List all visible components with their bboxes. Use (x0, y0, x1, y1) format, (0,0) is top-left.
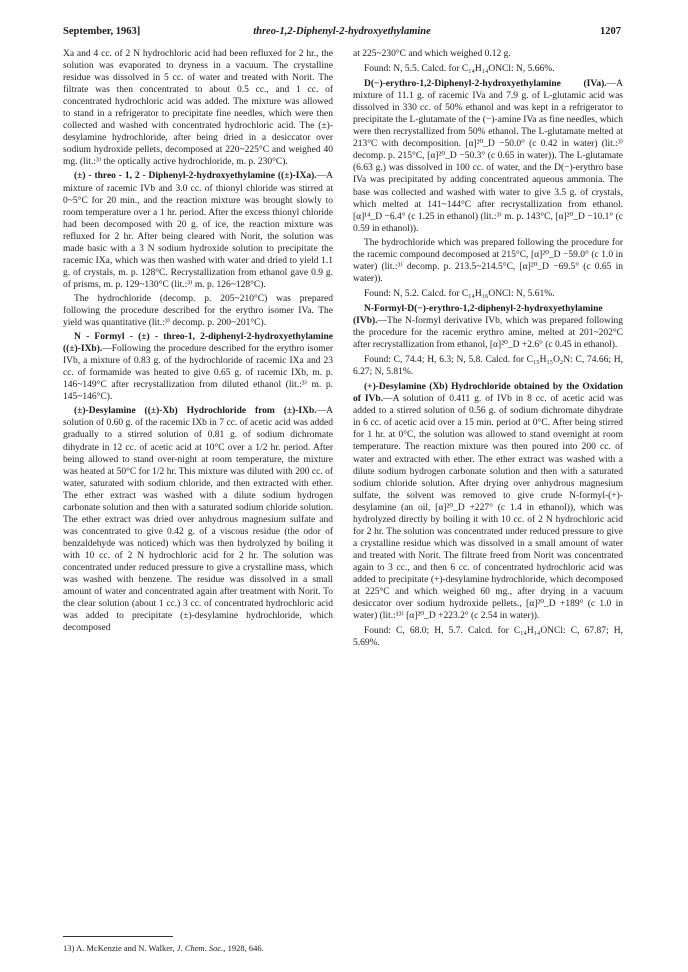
paragraph-text: The hydrochloride (decomp. p. 205~210°C) was prepared following the procedure described for the erythro isomer IVa. The yield was quantitative (lit.:³⁾ decomp. p. 200~201°C). (63, 293, 333, 329)
paragraph-text: —Following the procedure described for the erythro isomer IVb, a mixture of 0.83 g. of the hydrochloride of racemic IXa and 23 cc. of formamide was heated to give 0.65 g. of racemic IXb, m. p. 146~149°C after recrystallization from diluted ethanol (lit.:³⁾ m. p. 145~146°C). (63, 344, 333, 403)
paragraph-text: Xa and 4 cc. of 2 N hydrochloric acid had been refluxed for 2 hr., the solution was evaporated to dryness in a vacuum. The crystalline residue was dissolved in 5 cc. of water and treated with Norit. The filtrate was then concentrated to about 0.5 cc., and 1 cc. of concentrated hydrochloric acid was added. The mixture was allowed to stand in a refrigerator to precipitate fine needles, which were then collected and washed with concentrated hydrochloric acid. The (±)-desylamine hydrochloride, after being dried in a desiccator over sodium hydroxide pellets, decomposed at 220~225°C and weighed 40 mg. (lit.:³⁾ the optically active hydrochloride, m. p. 230°C). (63, 49, 333, 168)
paragraph (353, 237, 623, 285)
paragraph-text: —The N-formyl derivative IVb, which was prepared following the procedure for the racemic erythro amine, melted at 201~202°C after recrystallization from ethanol, [α]²⁰_D +2.6° (c 0.45 in ethanol). (353, 315, 623, 351)
running-header (63, 26, 621, 42)
paragraph (353, 381, 623, 622)
paragraph-text: The hydrochloride which was prepared following the procedure for the racemic compound decomposed at 215°C, [α]²⁰_D −59.0° (c 1.0 in water) (lit.:³⁾ decomp. p. 213.5~214.5°C, [α]²⁰_D −69.5° (c 0.65 in water)). (353, 237, 623, 284)
paragraph (63, 293, 333, 329)
paragraph-text: Found: C, 74.4; H, 6.3; N, 5.8. Calcd. for C₁₅H₁₅O₂N: C, 74.66; H, 6.27; N, 5.81%. (353, 355, 623, 378)
page-number: 1207 (600, 26, 621, 37)
compound-heading: D(−)-erythro-1,2-Diphenyl-2-hydroxyethylamine (IVa). (364, 79, 607, 90)
paragraph (353, 48, 623, 60)
header-date: September, 1963] (63, 26, 141, 37)
footnote-citation: 1928, 646. (227, 943, 264, 953)
header-title: threo-1,2-Diphenyl-2-hydroxyethylamine (253, 26, 431, 37)
footnote-number: 13) (63, 943, 75, 953)
footnote-journal: J. Chem. Soc., (176, 943, 226, 953)
paragraph (63, 405, 333, 634)
compound-heading: (±)-Desylamine ((±)-Xb) Hydrochloride from (±)-IXb. (74, 406, 317, 417)
footnote (63, 943, 333, 953)
analysis-result (353, 288, 623, 300)
paragraph-text: Found: N, 5.5. Calcd. for C₁₄H₁₄ONCl: N, 5.66%. (364, 64, 555, 75)
analysis-result (353, 63, 623, 75)
paragraph-text: —A mixture of racemic IVb and 3.0 cc. of thionyl chloride was stirred at 0~5°C for 20 min., and the reaction mixture was brought slowly to room temperature over a 1 hr. period. After the excess thionyl chloride had been decomposed with 20 g. of ice, the reaction mixture was refluxed for 2 hr. After being cleared with Norit, the solution was made basic with a 3 N sodium hydroxide solution to precipitate the racemic IXa, which was then washed with water and dried to yield 1.1 g. of crystals, m. p. 128°C. Recrystallization from ethanol gave 0.9 g. of prisms, m. p. 129~130°C (lit.:³⁾ m. p. 126~128°C). (63, 171, 333, 290)
paragraph (353, 303, 623, 351)
paragraph (63, 48, 333, 168)
analysis-result (353, 354, 623, 378)
footnote-rule (63, 936, 173, 937)
analysis-result (353, 625, 623, 649)
paragraph-text: —A mixture of 11.1 g. of racemic IVa and 7.9 g. of L-glutamic acid was dissolved in 330 cc. of 50% ethanol and was kept in a refrigerator to precipitate the L-glutamate of the (−)-amine IVa as fine needles, which were then recrystallized from 50% ethanol. The L-glutamate melted at 213°C with decomposition. [α]²⁰_D −50.0° (c 0.42 in water) (lit.:³⁾ decomp. p. 215°C, [α]²⁰_D −50.3° (c 0.65 in water)). The L-glutamate (6.63 g.) was dissolved in 100 cc. of water, and the D(−)-erythro base IVa was precipitated by adding concentrated aqueous ammonia. The base was collected and washed with water to give 3.5 g. of crystals, which melted at 141~144°C after recrystallization from ethanol. [α]¹⁴_D −6.4° (c 1.25 in ethanol) (lit.:³⁾ m. p. 143°C, [α]²⁰_D −10.1° (c 0.59 in ethanol)). (353, 79, 623, 234)
paragraph-text: Found: N, 5.2. Calcd. for C₁₄H₁₆ONCl: N, 5.61%. (364, 288, 555, 299)
compound-heading: (±) - threo - 1, 2 - Diphenyl-2-hydroxyethylamine ((±)-IXa). (74, 171, 317, 182)
paragraph-text: —A solution of 0.60 g. of the racemic IXb in 7 cc. of acetic acid was added gradually to a stirred solution of 0.81 g. of sodium dichromate dihydrate in 12 cc. of acetic acid at 10°C over a 1/2 hr. period. After being allowed to stand over-night at room temperature, the mixture was heated at 50°C for 1/2 hr. This mixture was diluted with 200 cc. of water, saturated with sodium chloride, and then extracted with ether. The ether extract was washed with a dilute sodium hydrogen carbonate solution and then with a saturated sodium chloride solution. The ether extract was dried over anhydrous magnesium sulfate and was concentrated to give 0.42 g. of a viscous residue (the odor of benzaldehyde was noticed) which was then hydrolyzed by boiling it with 10 cc. of 2 N hydrochloric acid for 2 hr. The solution was concentrated under reduced pressure to give a crystalline mass, which was washed with benzene. The residue was dissolved in a small amount of water and concentrated again after treatment with Norit. To the clear solution (about 1 cc.) 3 cc. of concentrated hydrochloric acid was added to precipitate (±)-desylamine hydrochloride, which decomposed (63, 406, 333, 634)
paragraph-text: at 225~230°C and which weighed 0.12 g. (353, 49, 511, 59)
paragraph-text: —A solution of 0.411 g. of IVb in 8 cc. of acetic acid was added to a stirred solution of 0.56 g. of sodium dichromate dihydrate in 6 cc. of acetic acid over a 15 min. period at 0°C. After being stirred for 1 hr. at 0°C, the solution was allowed to stand overnight at room temperature. The reaction mixture was then poured into 200 cc. of water and extracted with ether. The ether extract was washed with a dilute sodium hydrogen carbonate solution and then with a saturated sodium chloride solution. After drying over anhydrous magnesium sulfate, the solvent was removed to give crude N-formyl-(+)-desylamine (an oil, [α]²⁰_D +227° (c 1.4 in ethanol)), which was hydrolyzed directly by boiling it with 10 cc. of 2 N hydrochloric acid for 2 hr. The solution was concentrated under reduced pressure to give a crystalline residue which was dissolved in a small amount of water and treated with Norit. The filtrate freed from Norit was concentrated again to 3 cc., and then 6 cc. of concentrated hydrochloric acid was added to precipitate (+)-desylamine hydrochloride, which decomposed at 225°C and which weighed 60 mg., after drying in a vacuum desiccator over sodium hydroxide pellets., [α]²⁰_D +189° (c 1.0 in water) (lit.:¹³⁾ [α]²⁰_D +223.2° (c 2.54 in water)). (353, 394, 623, 622)
compound-heading: N - Formyl - (±) - threo-1, 2-diphenyl-2-hydroxyethylamine ((±)-IXb). (63, 332, 333, 355)
left-column (63, 48, 333, 634)
paragraph (353, 78, 623, 235)
paragraph (63, 170, 333, 290)
paragraph (63, 331, 333, 403)
compound-heading: N-Formyl-D(−)-erythro-1,2-diphenyl-2-hydroxyethylamine (IVb). (353, 303, 603, 326)
paragraph-text: Found: C, 68.0; H, 5.7. Calcd. for C₁₄H₁₄ONCl: C, 67.87; H, 5.69%. (353, 626, 623, 649)
footnote-authors: A. McKenzie and N. Walker, (76, 943, 175, 953)
right-column (353, 48, 623, 652)
compound-heading: (+)-Desylamine (Xb) Hydrochloride obtained by the Oxidation of IVb. (353, 382, 623, 405)
